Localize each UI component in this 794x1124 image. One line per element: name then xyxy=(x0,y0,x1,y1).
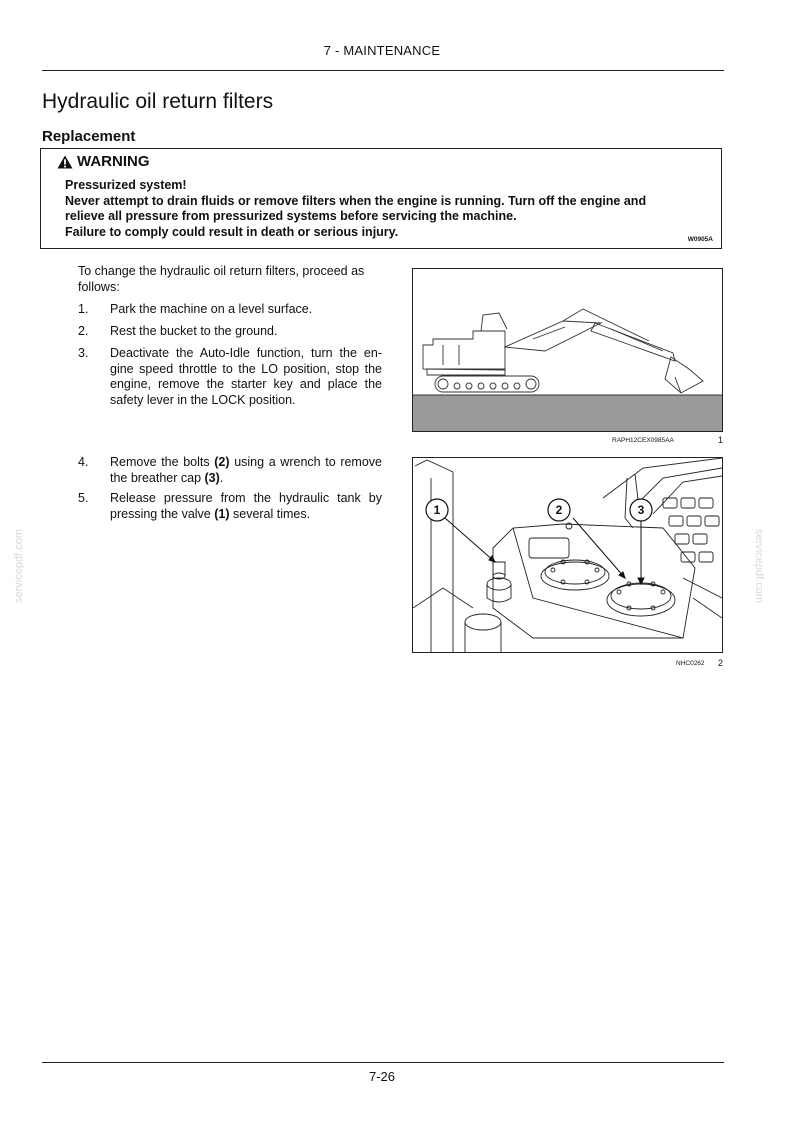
footer-rule xyxy=(42,1062,724,1063)
step-text: Rest the bucket to the ground. xyxy=(110,324,278,338)
warning-heading-text: WARNING xyxy=(77,153,150,170)
warning-code: W0905A xyxy=(687,236,713,243)
callout-1: 1 xyxy=(433,503,441,517)
step-number: 2. xyxy=(78,324,89,338)
warning-triangle-icon xyxy=(57,155,73,169)
page-title: Hydraulic oil return filters xyxy=(42,90,274,113)
warning-heading xyxy=(57,153,150,170)
warning-line: Pressurized system! xyxy=(65,178,187,192)
warning-line: Never attempt to drain fluids or remove filters when the engine is running. Turn off the engine and xyxy=(65,193,647,208)
section-subtitle: Replacement xyxy=(42,128,136,145)
callout-ref: (1) xyxy=(214,506,230,521)
hydraulic-tank-illustration xyxy=(413,458,722,652)
step-text-part: several times. xyxy=(229,506,311,521)
warning-text xyxy=(65,178,715,240)
step-number: 3. xyxy=(78,346,89,360)
chapter-header: 7 - MAINTENANCE xyxy=(323,43,441,58)
step-3 xyxy=(78,346,384,410)
step-1 xyxy=(78,302,384,318)
warning-line: relieve all pressure from pressurized systems before servicing the machine. xyxy=(65,209,517,223)
figure2-code: NHC0262 xyxy=(676,660,705,667)
figure-hydraulic-tank xyxy=(412,457,723,653)
step-text: Deactivate the Auto-Idle function, turn the en-gine speed throttle to the LO position, stop the engine, remove the starter key and place the safety lever in the LOCK position. xyxy=(110,346,382,407)
callout-ref: (2) xyxy=(214,455,230,469)
warning-box xyxy=(40,148,722,249)
figure-excavator xyxy=(412,268,723,432)
step-text-part: . xyxy=(219,470,224,485)
step-number: 1. xyxy=(78,302,89,316)
watermark-left: servicepdf.com xyxy=(12,529,25,603)
callout-ref: (3) xyxy=(204,470,220,485)
step-text xyxy=(110,491,382,522)
watermark-right: servicepdf.com xyxy=(752,529,765,603)
step-text-part: Release pressure from the hydraulic tank by pressing the valve xyxy=(110,491,382,521)
step-2 xyxy=(78,324,384,340)
step-text xyxy=(110,455,382,486)
step-number: 5. xyxy=(78,491,89,505)
step-text-part: using a wrench to remove the breather cap xyxy=(110,455,382,485)
header-rule xyxy=(42,70,724,71)
figure2-number: 2 xyxy=(718,658,724,668)
intro-text: To change the hydraulic oil return filters, proceed as follows: xyxy=(78,264,365,294)
figure1-code: RAPH12CEX0985AA xyxy=(612,437,674,444)
excavator-illustration xyxy=(413,269,722,431)
step-4 xyxy=(78,455,384,487)
step-text-part: Remove the bolts xyxy=(110,455,215,469)
callout-2: 2 xyxy=(555,503,563,517)
warning-line: Failure to comply could result in death or serious injury. xyxy=(65,224,399,239)
step-number: 4. xyxy=(78,455,89,469)
step-5 xyxy=(78,491,384,523)
page-number: 7-26 xyxy=(368,1069,396,1084)
callout-3: 3 xyxy=(637,503,645,517)
figure1-number: 1 xyxy=(718,435,724,445)
step-text: Park the machine on a level surface. xyxy=(110,302,313,316)
